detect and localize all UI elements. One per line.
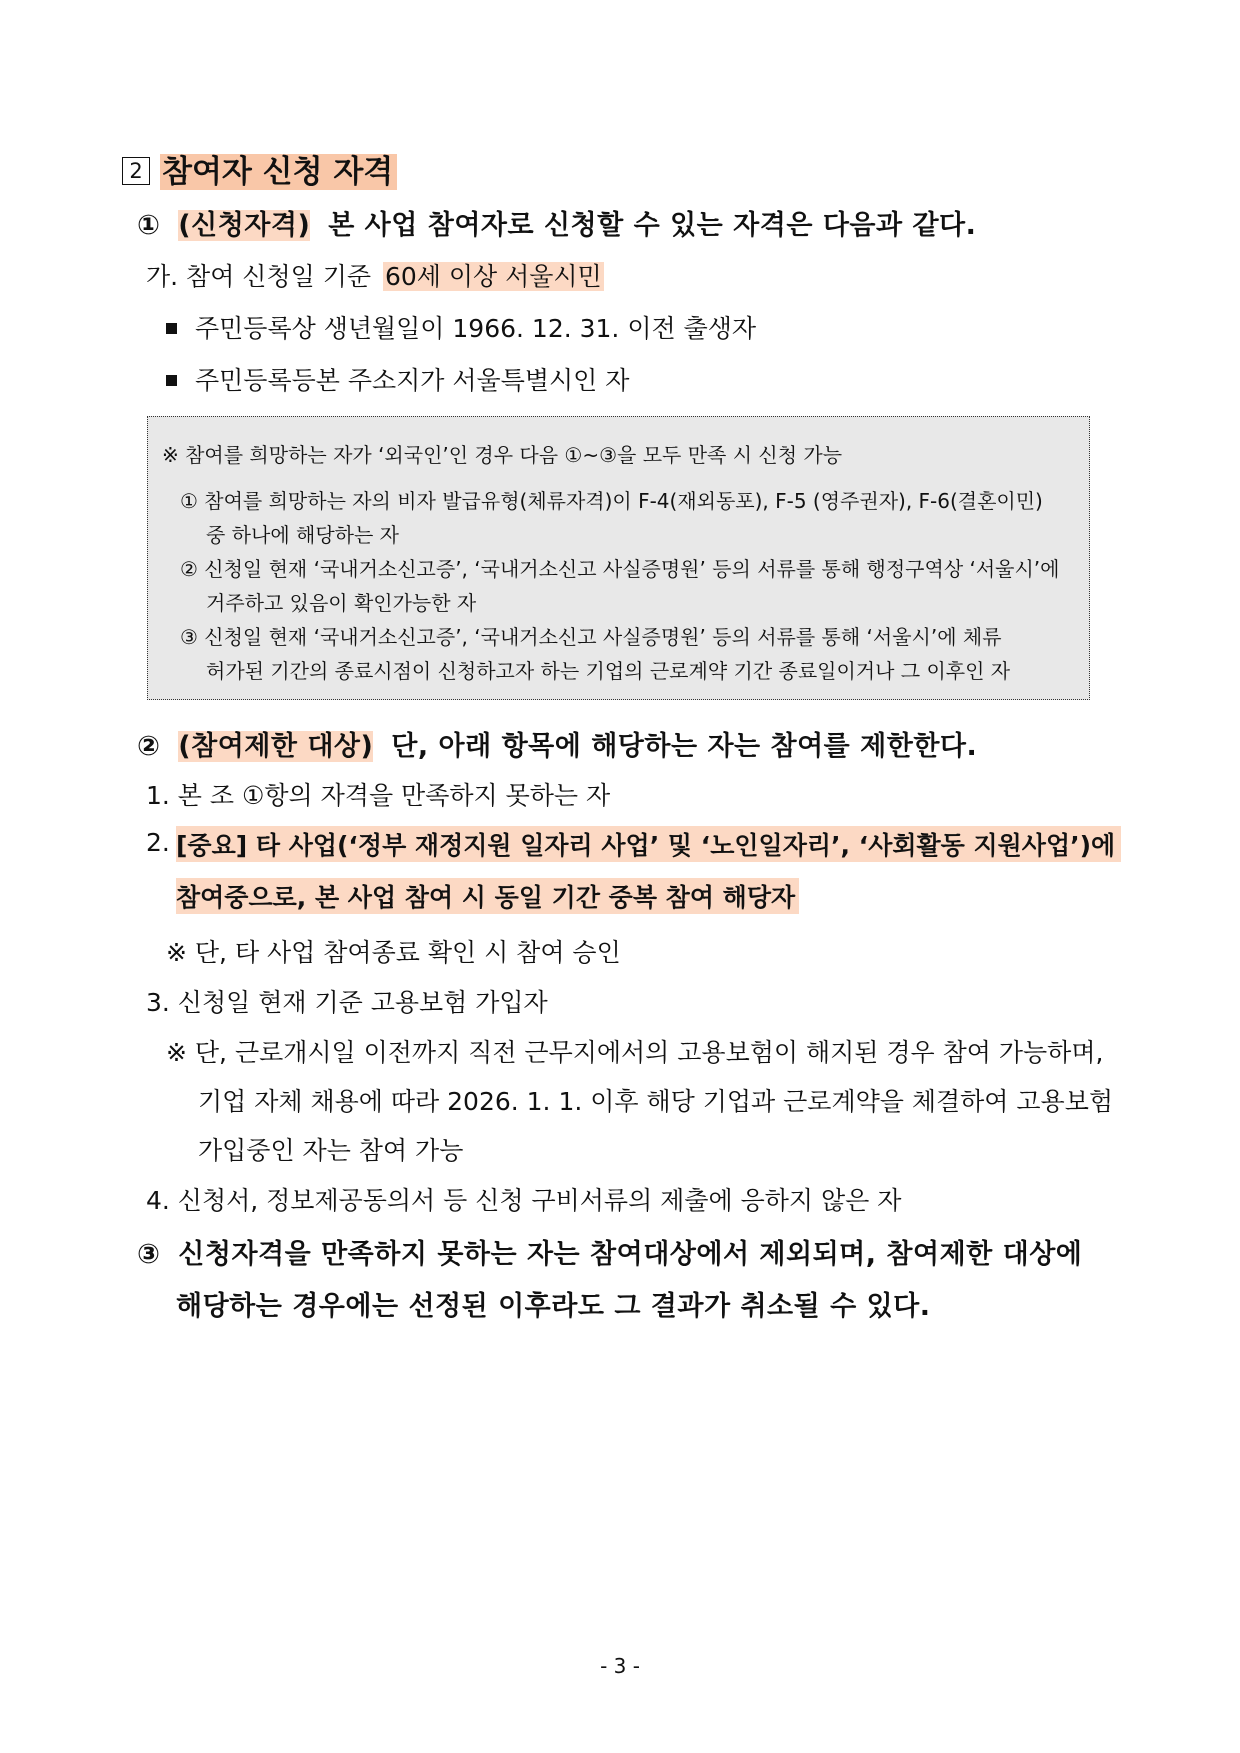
section-title-text: 참여자 신청 자격 xyxy=(160,154,397,190)
page-number: - 3 - xyxy=(600,1654,640,1678)
item3-text-1: 신청자격을 만족하지 못하는 자는 참여대상에서 제외되며, 참여제한 대상에 xyxy=(178,1239,1083,1270)
restriction-item-3-note-3: 가입중인 자는 참여 가능 xyxy=(198,1136,464,1165)
restriction-item-1: 1. 본 조 ①항의 자격을 만족하지 못하는 자 xyxy=(146,781,611,810)
item1-marker: ① xyxy=(137,210,161,241)
item3-line2: 해당하는 경우에는 선정된 이후라도 그 결과가 취소될 수 있다. xyxy=(176,1291,931,1322)
restriction-item-2-line2: 참여중으로, 본 사업 참여 시 동일 기간 중복 참여 해당자 xyxy=(176,878,799,914)
bullet-item-address: 주민등록등본 주소지가 서울특별시인 자 xyxy=(166,361,629,397)
note-heading: ※ 참여를 희망하는 자가 ‘외국인’인 경우 다음 ①~③을 모두 만족 시 신청 가능 xyxy=(162,443,843,467)
restriction-item-3-note-1: ※ 단, 근로개시일 이전까지 직전 근무지에서의 고용보험이 해지된 경우 참여 가능하며, xyxy=(166,1038,1104,1067)
item3-line1 xyxy=(137,1232,1082,1271)
item3-marker: ③ xyxy=(137,1239,161,1270)
item1-heading xyxy=(137,203,976,242)
sub-ga-prefix: 가. 참여 신청일 기준 xyxy=(146,262,371,291)
sub-ga xyxy=(146,257,604,293)
note-line-4: 거주하고 있음이 확인가능한 자 xyxy=(206,591,477,615)
restriction-item-2-note: ※ 단, 타 사업 참여종료 확인 시 참여 승인 xyxy=(166,938,621,967)
section-number: 2 xyxy=(122,157,150,185)
restriction-item-3-note-2: 기업 자체 채용에 따라 2026. 1. 1. 이후 해당 기업과 근로계약을 체결하여 고용보험 xyxy=(198,1087,1113,1116)
restriction-item-4: 4. 신청서, 정보제공동의서 등 신청 구비서류의 제출에 응하지 않은 자 xyxy=(146,1186,902,1215)
section-title xyxy=(122,146,397,191)
item2-heading xyxy=(137,724,977,763)
note-line-3: ② 신청일 현재 ‘국내거소신고증’, ‘국내거소신고 사실증명원’ 등의 서류를 통해 행정구역상 ‘서울시’에 xyxy=(180,557,1060,581)
restriction-item-2-number: 2. xyxy=(146,828,170,857)
restriction-item-2-line1: [중요] 타 사업(‘정부 재정지원 일자리 사업’ 및 ‘노인일자리’, ‘사회활동 지원사업’)에 xyxy=(176,826,1121,862)
sub-ga-highlight: 60세 이상 서울시민 xyxy=(384,262,602,291)
note-line-1: ① 참여를 희망하는 자의 비자 발급유형(체류자격)이 F-4(재외동포), F-5 (영주권자), F-6(결혼이민) xyxy=(180,489,1043,513)
item1-text: 본 사업 참여자로 신청할 수 있는 자격은 다음과 같다. xyxy=(328,210,977,241)
note-line-2: 중 하나에 해당하는 자 xyxy=(206,523,399,547)
bullet-item-birthdate: 주민등록상 생년월일이 1966. 12. 31. 이전 출생자 xyxy=(166,309,756,345)
note-line-6: 허가된 기간의 종료시점이 신청하고자 하는 기업의 근로계약 기간 종료일이거나 그 이후인 자 xyxy=(206,659,1011,683)
item2-text: 단, 아래 항목에 해당하는 자는 참여를 제한한다. xyxy=(391,731,978,762)
item2-marker: ② xyxy=(137,731,161,762)
restriction-item-3: 3. 신청일 현재 기준 고용보험 가입자 xyxy=(146,988,548,1017)
note-line-5: ③ 신청일 현재 ‘국내거소신고증’, ‘국내거소신고 사실증명원’ 등의 서류를 통해 ‘서울시’에 체류 xyxy=(180,625,1002,649)
item1-tag: (신청자격) xyxy=(178,210,311,241)
item2-tag: (참여제한 대상) xyxy=(178,731,374,762)
